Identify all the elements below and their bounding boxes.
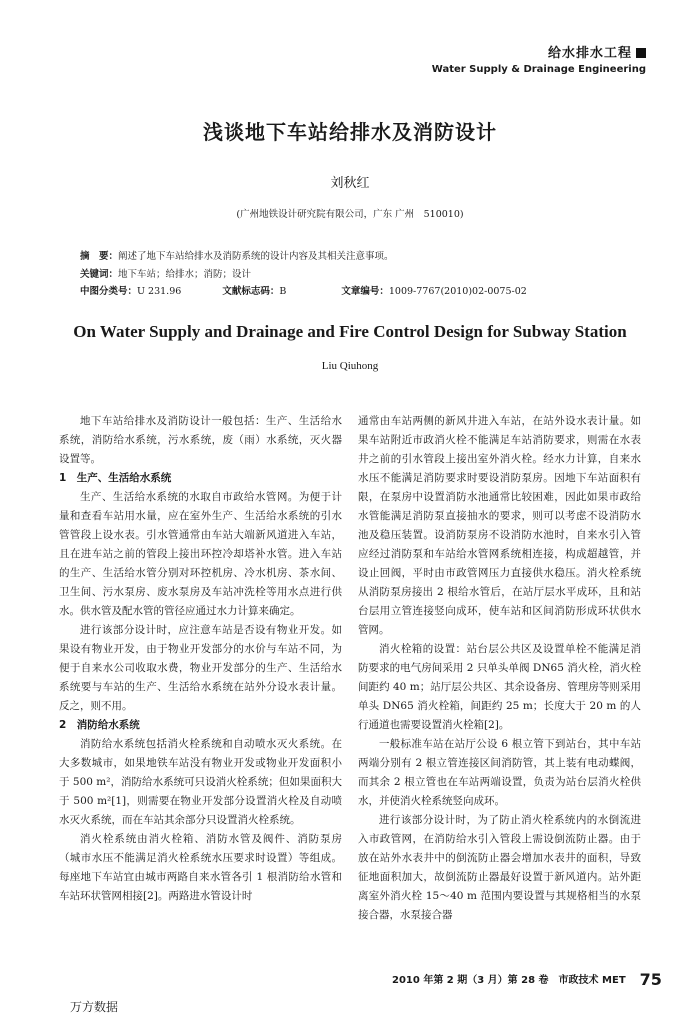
keywords-text: 地下车站；给排水；消防；设计 <box>118 269 252 280</box>
classification-line <box>80 283 527 297</box>
keywords-label: 关键词： <box>80 269 119 280</box>
clc-label: 中图分类号： <box>80 286 138 297</box>
article-title-en: On Water Supply and Drainage and Fire Control Design for Subway Station <box>73 322 627 341</box>
paragraph: 消火栓箱的设置：站台层公共区及设置单栓不能满足消防要求的电气房间采用 2 只单头单阀 DN65 消火栓，消火栓间距约 40 m；站厅层公共区、其余设备房、管理房等则采用单头 DN65 消火栓箱，间距约 25 m；长度大于 20 m 的人行通道也需要设置消火栓箱[2]。 <box>358 643 641 731</box>
paragraph: 生产、生活给水系统的水取自市政给水管网。为便于计量和查看车站用水量，应在室外生产、生活给水系统的引水管管段上设水表。引水管通常由车站大端新风道进入车站，且在进车站之前的管段上接出环控冷却塔补水管。进入车站的生产、生活给水管分别对环控机房、冷水机房、茶水间、卫生间、污水泵房、废水泵房及车站冲洗栓等用水点进行供水。供水管及配水管的管径应通过水力计算来确定。 <box>59 491 342 617</box>
journal-footer <box>392 970 662 989</box>
author-name-cn: 刘秋红 <box>330 176 370 191</box>
paragraph-continued: 通常由车站两侧的新风井进入车站，在站外设水表计量。如果车站附近市政消火栓不能满足车站消防要求，则需在水表井之前的引水管段上接出室外消火栓。经水力计算，自来水水压不能满足消防要求时要设消防泵房。因地下车站面积有限，在泵房中设置消防水池通常比较困难，因此如果市政给水管能满足消防泵直接抽水的要求，则可以考虑不设消防水池及稳压装置。设消防泵房不设消防水池时，自来水引入管应经过消防泵和车站给水管网系统相连接，构成超越管，并设止回阀，平时由市政管网压力直接供水稳压。消火栓系统从消防泵房接出 2 根给水管后，在站厅层水平成环，且和站台层用立管连接竖向成环，使车站和区间消防形成环状供水管网。 <box>358 415 641 636</box>
paragraph: 进行该部分设计时，应注意车站是否设有物业开发。如果设有物业开发，由于物业开发部分的水价与车站不同，为便于自来水公司收取水费，物业开发部分的生产、生活给水系统要与车站的生产、生活给水系统在站外分设水表计量。反之，则不用。 <box>59 624 342 712</box>
section-block-icon <box>636 48 646 58</box>
section-heading-2: 2 消防给水系统 <box>59 719 140 731</box>
paragraph: 进行该部分设计时，为了防止消火栓系统内的水倒流进入市政管网，在消防给水引入管段上需设倒流防止器。由于放在站外水表井中的倒流防止器会增加水表井的面积，导致征地面积加大，故倒流防止器最好设置于新风道内。站外距离室外消火栓 15～40 m 范围内要设置与其规格相当的水泵接合器，水泵接合器 <box>358 814 641 921</box>
section-title-cn-text: 给水排水工程 <box>547 46 632 61</box>
paragraph: 一般标准车站在站厅公设 6 根立管下到站台，其中车站两端分别有 2 根立管连接区间消防管，其上装有电动蝶阀，而其余 2 根立管也在车站两端设置，负责为站台层消火栓供水，并使消火栓系统竖向成环。 <box>358 738 641 807</box>
paragraph: 地下车站给排水及消防设计一般包括：生产、生活给水系统，消防给水系统，污水系统，废（雨）水系统，灭火器设置等。 <box>59 415 342 465</box>
journal-header <box>432 42 646 75</box>
body-column-right <box>358 412 641 925</box>
keywords-line <box>80 266 251 280</box>
abstract-label: 摘 要： <box>80 251 119 262</box>
article-number-value: 1009-7767(2010)02-0075-02 <box>388 286 527 297</box>
author-affiliation: (广州地铁设计研究院有限公司，广东 广州 510010) <box>236 209 464 220</box>
doc-code-label: 文献标志码： <box>222 286 280 297</box>
abstract-line <box>80 248 394 262</box>
issue-info: 2010 年第 2 期（3 月）第 28 卷 市政技术 MET <box>392 975 626 986</box>
paragraph: 消防给水系统包括消火栓系统和自动喷水灭火系统。在大多数城市，如果地铁车站没有物业开发或物业开发面积小于 500 m²，消防给水系统可只设消火栓系统；但如果面积大于 500 m²[1]，则需要在物业开发部分设置消火栓及自动喷水灭火系统，而在车站其余部分只设置消火栓系统。 <box>59 738 342 826</box>
section-title-en: Water Supply & Drainage Engineering <box>431 64 646 75</box>
abstract-text: 阐述了地下车站给排水及消防系统的设计内容及其相关注意事项。 <box>118 251 394 262</box>
section-heading-1: 1 生产、生活给水系统 <box>59 472 172 484</box>
page-number: 75 <box>639 970 662 989</box>
body-column-left <box>59 412 342 906</box>
watermark: 万方数据 <box>70 1000 119 1014</box>
clc-value: U 231.96 <box>137 286 182 297</box>
article-number-label: 文章编号： <box>341 286 389 297</box>
section-title-cn <box>432 42 646 61</box>
author-name-en: Liu Qiuhong <box>321 360 379 372</box>
paragraph: 消火栓系统由消火栓箱、消防水管及阀件、消防泵房（城市水压不能满足消火栓系统水压要求时设置）等组成。每座地下车站宜由城市两路自来水管各引 1 根消防给水管和车站环状管网相接[2]。两路进水管设计时 <box>59 833 342 902</box>
doc-code-value: B <box>279 286 287 297</box>
article-title-cn: 浅谈地下车站给排水及消防设计 <box>203 120 497 144</box>
